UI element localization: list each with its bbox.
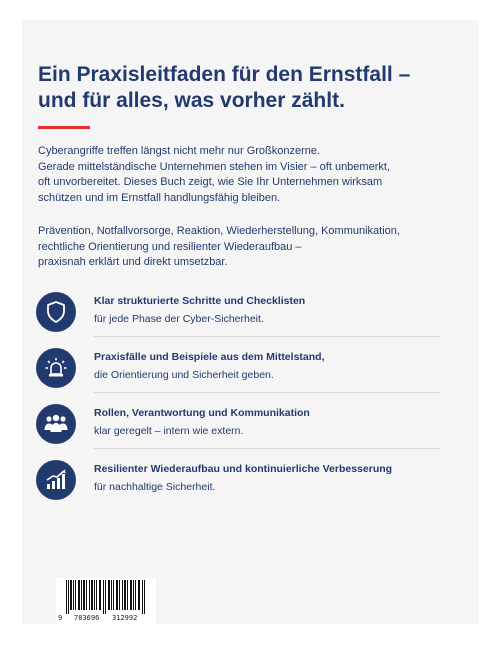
team-icon bbox=[36, 404, 76, 444]
topics-line: rechtliche Orientierung und resilienter Wiederaufbau – bbox=[38, 240, 302, 253]
growth-chart-icon bbox=[36, 460, 76, 500]
topics-line: praxisnah erklärt und direkt umsetzbar. bbox=[38, 256, 228, 268]
feature-title: Klar strukturierte Schritte und Checklisten bbox=[94, 295, 306, 307]
feature-item bbox=[36, 460, 456, 500]
feature-subtitle: klar geregelt – intern wie extern. bbox=[94, 425, 244, 437]
shield-icon bbox=[36, 292, 76, 332]
accent-divider bbox=[38, 126, 90, 129]
feature-subtitle: die Orientierung und Sicherheit geben. bbox=[94, 369, 274, 381]
feature-title: Praxisfälle und Beispiele aus dem Mittelstand, bbox=[94, 351, 325, 363]
intro-line: oft unvorbereitet. Dieses Buch zeigt, wie Sie Ihr Unternehmen wirksam bbox=[38, 176, 383, 188]
topics-paragraph bbox=[38, 224, 468, 271]
intro-line: Gerade mittelständische Unternehmen stehen im Visier – oft unbemerkt, bbox=[38, 160, 390, 173]
alarm-light-icon bbox=[36, 348, 76, 388]
intro-line: Cyberangriffe treffen längst nicht mehr nur Großkonzerne. bbox=[38, 145, 321, 157]
intro-paragraph bbox=[38, 144, 468, 206]
feature-item bbox=[36, 348, 456, 388]
feature-subtitle: für jede Phase der Cyber-Sicherheit. bbox=[94, 313, 264, 325]
feature-item bbox=[36, 404, 456, 444]
headline-line-1: Ein Praxisleitfaden für den Ernstfall – bbox=[38, 63, 411, 86]
intro-line: schützen und im Ernstfall handlungsfähig bleiben. bbox=[38, 191, 281, 204]
barcode-right-digits: 312992 bbox=[112, 614, 138, 622]
divider bbox=[94, 392, 440, 393]
feature-title: Resilienter Wiederaufbau und kontinuierliche Verbesserung bbox=[94, 463, 393, 475]
barcode-lead-digit: 9 bbox=[58, 614, 63, 622]
headline bbox=[38, 62, 458, 114]
divider bbox=[94, 336, 440, 337]
barcode-left-digits: 783696 bbox=[74, 614, 100, 622]
feature-subtitle: für nachhaltige Sicherheit. bbox=[94, 481, 216, 493]
headline-line-2: und für alles, was vorher zählt. bbox=[38, 89, 345, 112]
isbn-barcode bbox=[56, 578, 156, 628]
divider bbox=[94, 448, 440, 449]
feature-title: Rollen, Verantwortung und Kommunikation bbox=[94, 407, 310, 419]
topics-line: Prävention, Notfallvorsorge, Reaktion, Wiederherstellung, Kommunikation, bbox=[38, 225, 400, 237]
feature-item bbox=[36, 292, 456, 332]
back-cover bbox=[22, 20, 479, 624]
barcode-bars bbox=[60, 580, 152, 614]
